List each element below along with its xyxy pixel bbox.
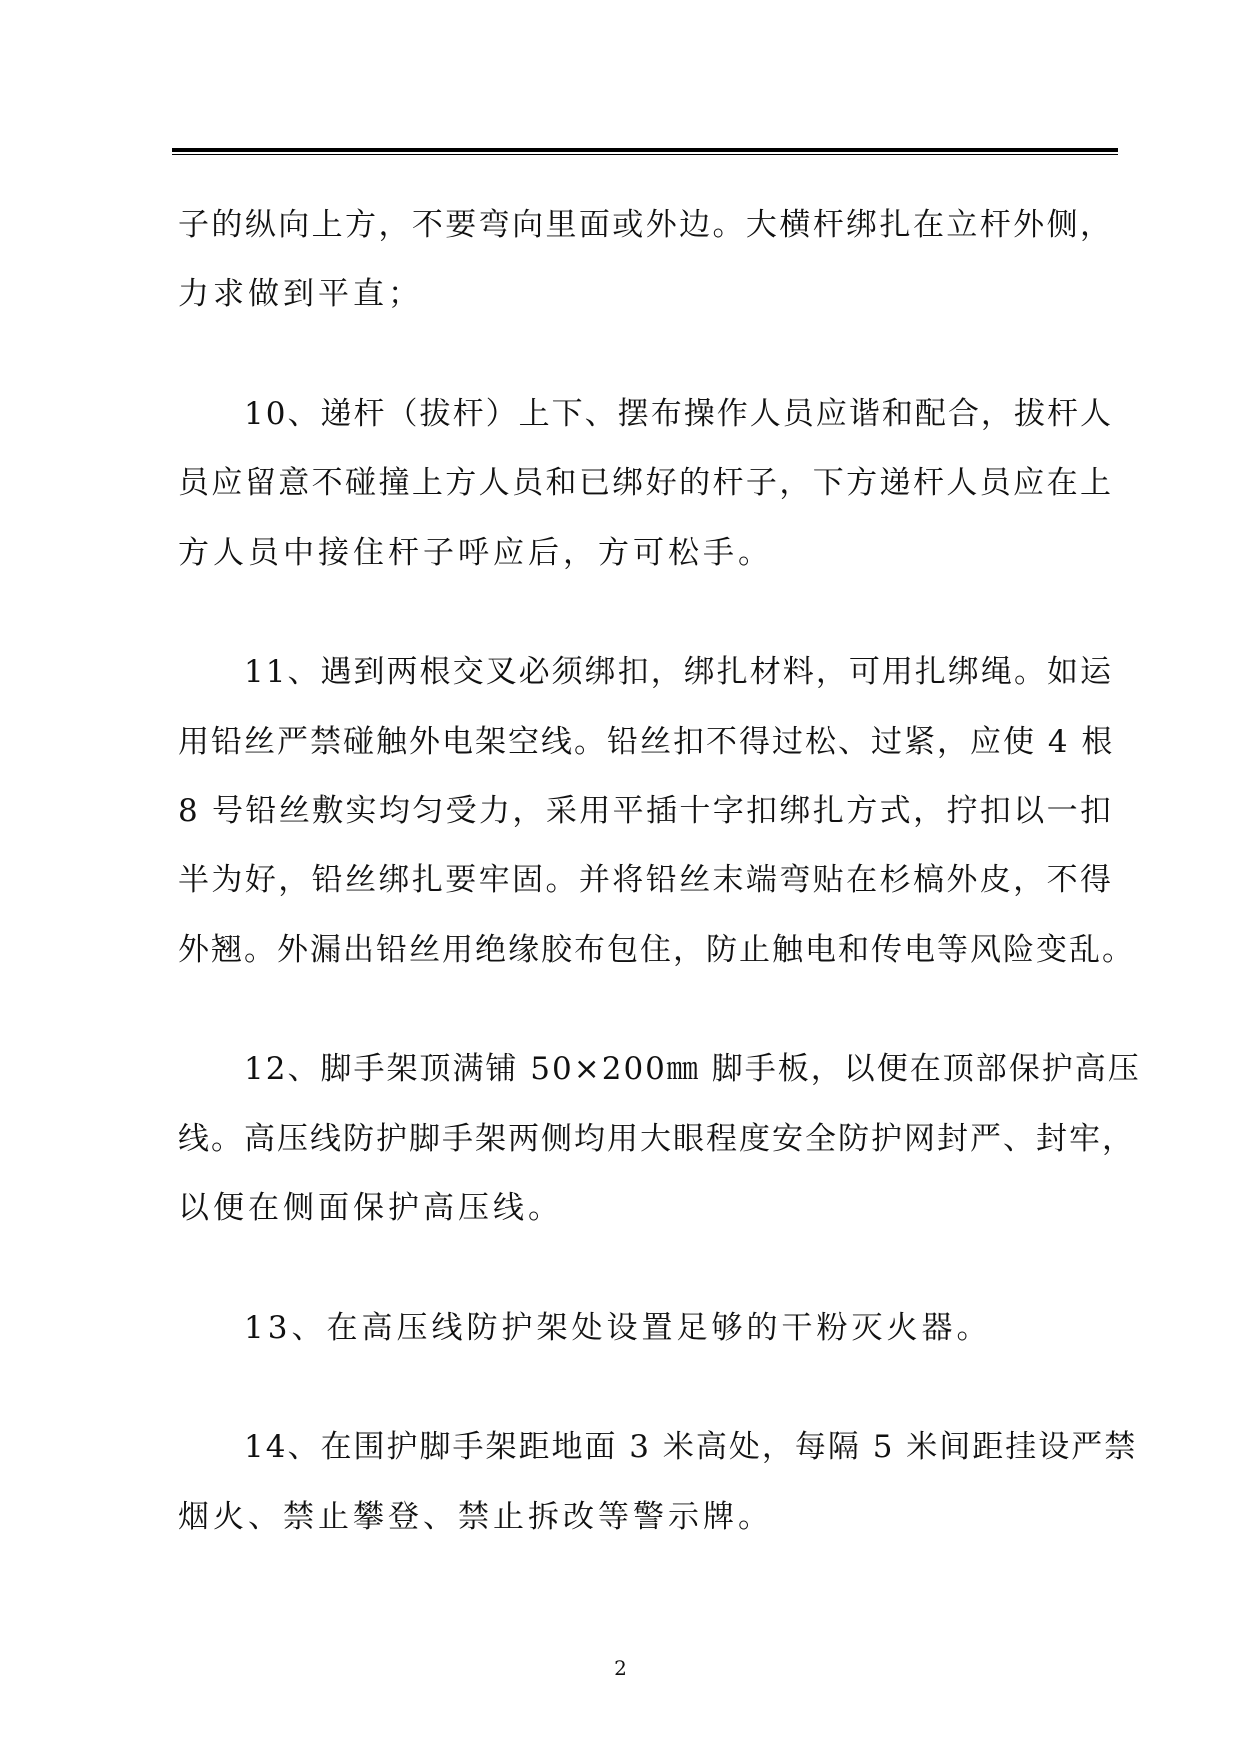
text-line-4: 员应留意不碰撞上方人员和已绑好的杆子，下方递杆人员应在上 <box>178 465 1113 502</box>
text-line-2: 力求做到平直； <box>178 276 423 313</box>
text-line-8: 8 号铅丝敷实均匀受力，采用平插十字扣绑扎方式，拧扣以一扣 <box>178 792 1113 829</box>
header-rule <box>172 148 1118 155</box>
text-line-13: 以便在侧面保护高压线。 <box>178 1189 563 1226</box>
text-line-6: 11、遇到两根交叉必须绑扣，绑扎材料，可用扎绑绳。如运 <box>244 654 1113 691</box>
text-line-9: 半为好，铅丝绑扎要牢固。并将铅丝末端弯贴在杉槁外皮，不得 <box>178 862 1113 899</box>
text-line-15: 14、在围护脚手架距地面 3 米高处，每隔 5 米间距挂设严禁 <box>244 1429 1138 1466</box>
text-line-10: 外翘。外漏出铅丝用绝缘胶布包住，防止触电和传电等风险变乱。 <box>178 931 1135 968</box>
text-line-5: 方人员中接住杆子呼应后，方可松手。 <box>178 534 773 571</box>
text-line-16: 烟火、禁止攀登、禁止拆改等警示牌。 <box>178 1498 773 1535</box>
text-line-11: 12、脚手架顶满铺 50×200㎜ 脚手板，以便在顶部保护高压 <box>244 1051 1141 1088</box>
page-number: 2 <box>614 1656 627 1680</box>
text-line-7: 用铅丝严禁碰触外电架空线。铅丝扣不得过松、过紧，应使 4 根 <box>178 723 1115 760</box>
text-line-3: 10、递杆（拔杆）上下、摆布操作人员应谐和配合，拔杆人 <box>244 396 1113 432</box>
text-line-1: 子的纵向上方，不要弯向里面或外边。大横杆绑扎在立杆外侧， <box>178 207 1113 243</box>
text-line-12: 线。高压线防护脚手架两侧均用大眼程度安全防护网封严、封牢， <box>178 1120 1135 1157</box>
text-line-14: 13、在高压线防护架处设置足够的干粉灭火器。 <box>244 1309 992 1346</box>
